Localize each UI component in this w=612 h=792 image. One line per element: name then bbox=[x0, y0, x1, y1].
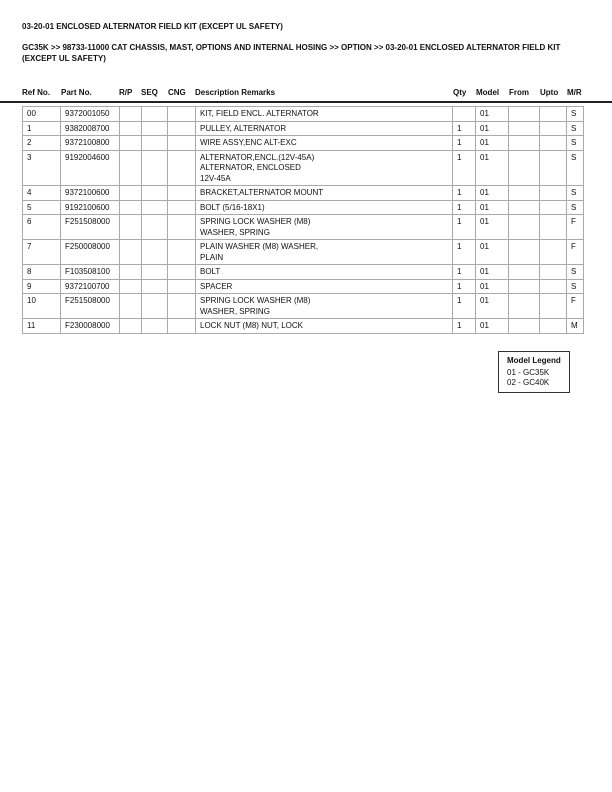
header-ref-no: Ref No. bbox=[22, 88, 50, 97]
upto-cell bbox=[540, 240, 567, 265]
table-row bbox=[23, 107, 584, 122]
part-no-cell: 9372100700 bbox=[61, 279, 120, 294]
rp-cell bbox=[120, 107, 142, 122]
table-row bbox=[23, 186, 584, 201]
page-title: 03-20-01 ENCLOSED ALTERNATOR FIELD KIT (EXCEPT UL SAFETY) bbox=[22, 22, 283, 31]
part-no-cell: F251508000 bbox=[61, 294, 120, 319]
seq-cell bbox=[142, 319, 168, 334]
mr-cell: S bbox=[567, 136, 584, 151]
rp-cell bbox=[120, 279, 142, 294]
description-line: WASHER, SPRING bbox=[200, 306, 270, 316]
qty-cell: 1 bbox=[453, 215, 476, 240]
description-cell bbox=[196, 200, 453, 215]
from-cell bbox=[509, 121, 540, 136]
description-cell bbox=[196, 294, 453, 319]
description-line: WIRE ASSY,ENC ALT-EXC bbox=[200, 138, 297, 147]
ref-no-cell: 10 bbox=[23, 294, 61, 319]
ref-no-cell: 5 bbox=[23, 200, 61, 215]
part-no-cell: F230008000 bbox=[61, 319, 120, 334]
mr-cell: S bbox=[567, 121, 584, 136]
seq-cell bbox=[142, 186, 168, 201]
description-line: KIT, FIELD ENCL. ALTERNATOR bbox=[200, 109, 319, 118]
seq-cell bbox=[142, 200, 168, 215]
qty-cell: 1 bbox=[453, 240, 476, 265]
upto-cell bbox=[540, 215, 567, 240]
qty-cell: 1 bbox=[453, 200, 476, 215]
description-line: SPACER bbox=[200, 281, 233, 291]
cng-cell bbox=[168, 240, 196, 265]
table-row bbox=[23, 215, 584, 240]
from-cell bbox=[509, 186, 540, 201]
cng-cell bbox=[168, 294, 196, 319]
rp-cell bbox=[120, 150, 142, 186]
cng-cell bbox=[168, 107, 196, 122]
description-line: SPRING LOCK WASHER (M8) bbox=[200, 217, 311, 226]
upto-cell bbox=[540, 107, 567, 122]
rp-cell bbox=[120, 294, 142, 319]
seq-cell bbox=[142, 215, 168, 240]
parts-table bbox=[22, 106, 584, 334]
table-row bbox=[23, 200, 584, 215]
mr-cell: S bbox=[567, 200, 584, 215]
qty-cell bbox=[453, 107, 476, 122]
part-no-cell: F103508100 bbox=[61, 265, 120, 280]
header-description: Description Remarks bbox=[195, 88, 276, 97]
mr-cell: F bbox=[567, 294, 584, 319]
description-cell bbox=[196, 186, 453, 201]
header-qty: Qty bbox=[453, 88, 467, 97]
qty-cell: 1 bbox=[453, 186, 476, 201]
parts-table-body bbox=[23, 107, 584, 334]
upto-cell bbox=[540, 279, 567, 294]
description-cell bbox=[196, 136, 453, 151]
model-cell: 01 bbox=[476, 319, 509, 334]
upto-cell bbox=[540, 319, 567, 334]
ref-no-cell: 9 bbox=[23, 279, 61, 294]
seq-cell bbox=[142, 279, 168, 294]
description-line: SPRING LOCK WASHER (M8) bbox=[200, 296, 311, 305]
part-no-cell: 9382008700 bbox=[61, 121, 120, 136]
part-no-cell: 9372100600 bbox=[61, 186, 120, 201]
model-legend bbox=[498, 351, 570, 393]
upto-cell bbox=[540, 265, 567, 280]
ref-no-cell: 8 bbox=[23, 265, 61, 280]
mr-cell: F bbox=[567, 240, 584, 265]
upto-cell bbox=[540, 150, 567, 186]
header-rp: R/P bbox=[119, 88, 133, 97]
ref-no-cell: 1 bbox=[23, 121, 61, 136]
from-cell bbox=[509, 107, 540, 122]
description-cell bbox=[196, 121, 453, 136]
rp-cell bbox=[120, 200, 142, 215]
description-line: PLAIN bbox=[200, 252, 224, 262]
from-cell bbox=[509, 265, 540, 280]
model-legend-title: Model Legend bbox=[507, 356, 561, 365]
table-row bbox=[23, 121, 584, 136]
description-line: ALTERNATOR,ENCL.(12V-45A) bbox=[200, 152, 315, 162]
model-legend-item: 01 - GC35K bbox=[507, 368, 550, 377]
rp-cell bbox=[120, 240, 142, 265]
part-no-cell: F251508000 bbox=[61, 215, 120, 240]
model-cell: 01 bbox=[476, 215, 509, 240]
model-cell: 01 bbox=[476, 107, 509, 122]
description-cell bbox=[196, 240, 453, 265]
rp-cell bbox=[120, 319, 142, 334]
model-cell: 01 bbox=[476, 200, 509, 215]
from-cell bbox=[509, 240, 540, 265]
description-cell bbox=[196, 265, 453, 280]
table-row bbox=[23, 136, 584, 151]
rp-cell bbox=[120, 186, 142, 201]
qty-cell: 1 bbox=[453, 279, 476, 294]
upto-cell bbox=[540, 294, 567, 319]
cng-cell bbox=[168, 186, 196, 201]
ref-no-cell: 11 bbox=[23, 319, 61, 334]
cng-cell bbox=[168, 136, 196, 151]
upto-cell bbox=[540, 200, 567, 215]
mr-cell: S bbox=[567, 107, 584, 122]
part-no-cell: F250008000 bbox=[61, 240, 120, 265]
description-line: BRACKET,ALTERNATOR MOUNT bbox=[200, 188, 324, 197]
seq-cell bbox=[142, 265, 168, 280]
model-cell: 01 bbox=[476, 240, 509, 265]
from-cell bbox=[509, 294, 540, 319]
seq-cell bbox=[142, 107, 168, 122]
header-from: From bbox=[509, 88, 529, 97]
mr-cell: M bbox=[567, 319, 584, 334]
model-cell: 01 bbox=[476, 279, 509, 294]
cng-cell bbox=[168, 319, 196, 334]
header-model: Model bbox=[476, 88, 500, 97]
model-legend-item: 02 - GC40K bbox=[507, 378, 550, 387]
seq-cell bbox=[142, 294, 168, 319]
rp-cell bbox=[120, 215, 142, 240]
from-cell bbox=[509, 279, 540, 294]
qty-cell: 1 bbox=[453, 265, 476, 280]
description-line: 12V-45A bbox=[200, 173, 231, 183]
description-line: BOLT (5/16-18X1) bbox=[200, 202, 265, 212]
breadcrumb: GC35K >> 98733-11000 CAT CHASSIS, MAST, OPTIONS AND INTERNAL HOSING >> OPTION >> 03-20-01 ENCLOSED ALTERNATOR FIELD KIT (EXCEPT UL SAFETY) bbox=[22, 43, 561, 63]
description-line: WASHER, SPRING bbox=[200, 227, 270, 237]
from-cell bbox=[509, 319, 540, 334]
description-cell bbox=[196, 319, 453, 334]
model-cell: 01 bbox=[476, 294, 509, 319]
description-line: BOLT bbox=[200, 267, 221, 276]
header-upto: Upto bbox=[540, 88, 559, 97]
qty-cell: 1 bbox=[453, 150, 476, 186]
from-cell bbox=[509, 150, 540, 186]
cng-cell bbox=[168, 150, 196, 186]
qty-cell: 1 bbox=[453, 121, 476, 136]
model-cell: 01 bbox=[476, 265, 509, 280]
table-row bbox=[23, 150, 584, 186]
header-seq: SEQ bbox=[141, 88, 158, 97]
rp-cell bbox=[120, 136, 142, 151]
part-no-cell: 9372001050 bbox=[61, 107, 120, 122]
table-row bbox=[23, 279, 584, 294]
from-cell bbox=[509, 215, 540, 240]
rp-cell bbox=[120, 265, 142, 280]
description-cell bbox=[196, 279, 453, 294]
seq-cell bbox=[142, 150, 168, 186]
cng-cell bbox=[168, 200, 196, 215]
description-line: PULLEY, ALTERNATOR bbox=[200, 123, 287, 133]
seq-cell bbox=[142, 240, 168, 265]
seq-cell bbox=[142, 121, 168, 136]
upto-cell bbox=[540, 186, 567, 201]
description-line: PLAIN WASHER (M8) WASHER, bbox=[200, 242, 319, 251]
header-part-no: Part No. bbox=[61, 88, 92, 97]
model-cell: 01 bbox=[476, 186, 509, 201]
header-mr: M/R bbox=[567, 88, 582, 97]
description-line: ALTERNATOR, ENCLOSED bbox=[200, 163, 301, 172]
qty-cell: 1 bbox=[453, 319, 476, 334]
description-line: LOCK NUT (M8) NUT, LOCK bbox=[200, 321, 303, 330]
cng-cell bbox=[168, 265, 196, 280]
description-cell bbox=[196, 107, 453, 122]
cng-cell bbox=[168, 215, 196, 240]
upto-cell bbox=[540, 121, 567, 136]
mr-cell: F bbox=[567, 215, 584, 240]
mr-cell: S bbox=[567, 279, 584, 294]
model-cell: 01 bbox=[476, 136, 509, 151]
cng-cell bbox=[168, 279, 196, 294]
table-row bbox=[23, 240, 584, 265]
model-cell: 01 bbox=[476, 121, 509, 136]
ref-no-cell: 6 bbox=[23, 215, 61, 240]
mr-cell: S bbox=[567, 186, 584, 201]
qty-cell: 1 bbox=[453, 294, 476, 319]
part-no-cell: 9192004600 bbox=[61, 150, 120, 186]
ref-no-cell: 7 bbox=[23, 240, 61, 265]
upto-cell bbox=[540, 136, 567, 151]
mr-cell: S bbox=[567, 150, 584, 186]
part-no-cell: 9372100800 bbox=[61, 136, 120, 151]
description-cell bbox=[196, 150, 453, 186]
from-cell bbox=[509, 136, 540, 151]
header-cng: CNG bbox=[168, 88, 186, 97]
seq-cell bbox=[142, 136, 168, 151]
qty-cell: 1 bbox=[453, 136, 476, 151]
cng-cell bbox=[168, 121, 196, 136]
ref-no-cell: 3 bbox=[23, 150, 61, 186]
from-cell bbox=[509, 200, 540, 215]
table-row bbox=[23, 319, 584, 334]
header-divider bbox=[0, 101, 612, 103]
table-row bbox=[23, 265, 584, 280]
mr-cell: S bbox=[567, 265, 584, 280]
table-row bbox=[23, 294, 584, 319]
ref-no-cell: 2 bbox=[23, 136, 61, 151]
model-cell: 01 bbox=[476, 150, 509, 186]
description-cell bbox=[196, 215, 453, 240]
part-no-cell: 9192100600 bbox=[61, 200, 120, 215]
rp-cell bbox=[120, 121, 142, 136]
ref-no-cell: 4 bbox=[23, 186, 61, 201]
ref-no-cell: 00 bbox=[23, 107, 61, 122]
